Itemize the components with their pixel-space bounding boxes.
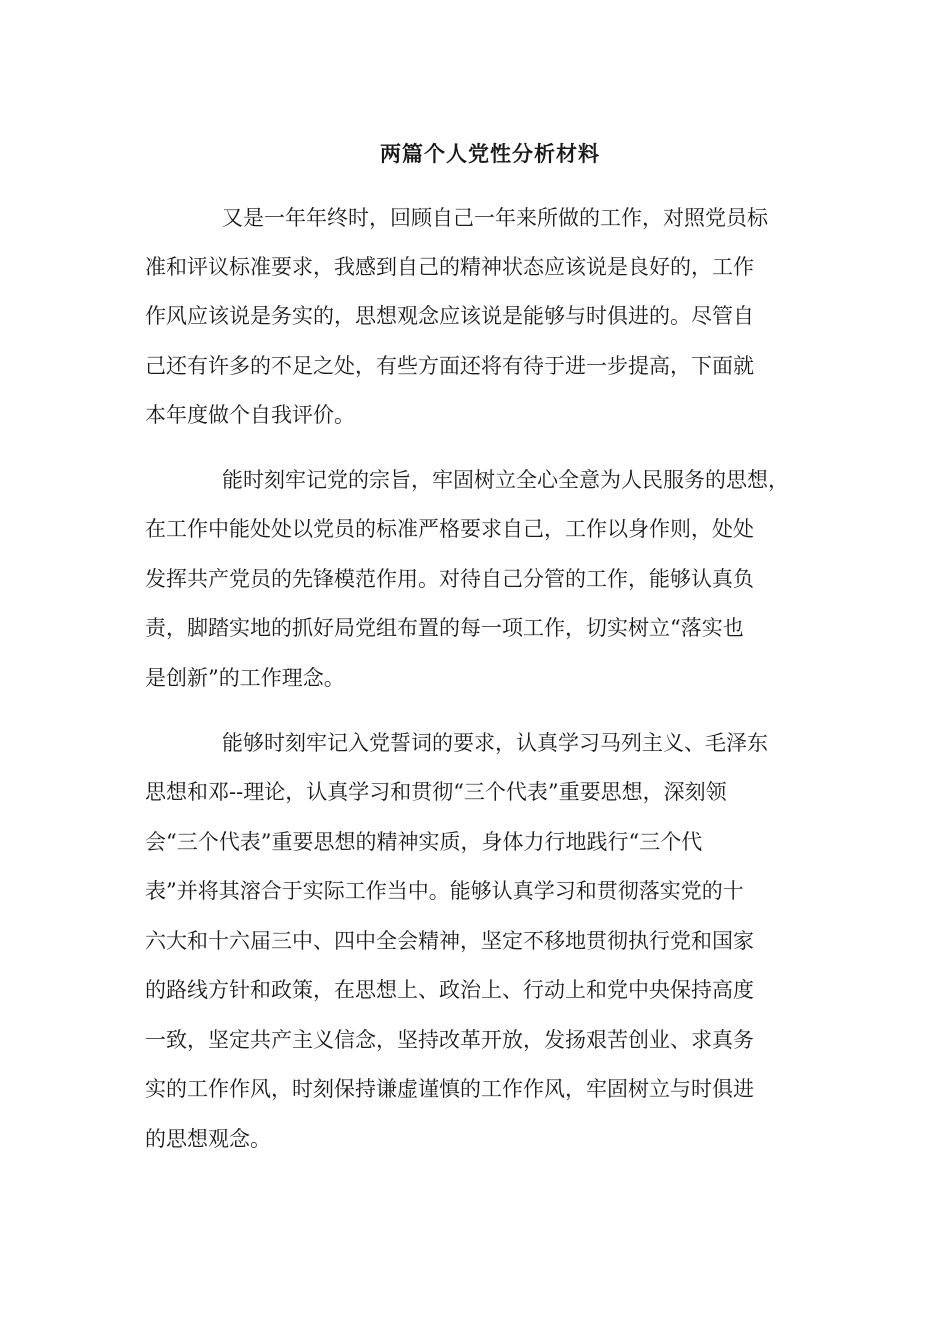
- paragraph-line: 能够时刻牢记入党誓词的要求，认真学习马列主义、毛泽东: [222, 731, 768, 755]
- paragraph-line: 的思想观念。: [145, 1127, 271, 1151]
- paragraph-line: 表”并将其溶合于实际工作当中。能够认真学习和贯彻落实党的十: [145, 879, 744, 903]
- paragraph-line: 能时刻牢记党的宗旨，牢固树立全心全意为人民服务的思想，: [222, 468, 789, 492]
- paragraph-line: 在工作中能处处以党员的标准严格要求自己，工作以身作则，处处: [145, 517, 754, 541]
- paragraph-line: 发挥共产党员的先锋模范作用。对待自己分管的工作，能够认真负: [145, 567, 754, 591]
- paragraph-line: 己还有许多的不足之处，有些方面还将有待于进一步提高，下面就: [145, 354, 754, 378]
- paragraph-line: 实的工作作风，时刻保持谦虚谨慎的工作作风，牢固树立与时俱进: [145, 1077, 754, 1101]
- paragraph-line: 会“三个代表”重要思想的精神实质，身体力行地践行“三个代: [145, 830, 703, 854]
- paragraph-line: 思想和邓--理论，认真学习和贯彻“三个代表”重要思想，深刻领: [145, 780, 727, 804]
- paragraph-line: 本年度做个自我评价。: [145, 403, 355, 427]
- paragraph-line: 一致，坚定共产主义信念，坚持改革开放，发扬艰苦创业、求真务: [145, 1028, 754, 1052]
- paragraph-line: 的路线方针和政策，在思想上、政治上、行动上和党中央保持高度: [145, 978, 754, 1002]
- paragraph-line: 责，脚踏实地的抓好局党组布置的每一项工作，切实树立“落实也: [145, 616, 744, 640]
- paragraph-line: 作风应该说是务实的，思想观念应该说是能够与时俱进的。尽管自: [145, 304, 754, 328]
- paragraph-line: 准和评议标准要求，我感到自己的精神状态应该说是良好的，工作: [145, 255, 754, 279]
- paragraph-line: 六大和十六届三中、四中全会精神，坚定不移地贯彻执行党和国家: [145, 929, 754, 953]
- paragraph-line: 又是一年年终时，回顾自己一年来所做的工作，对照党员标: [222, 206, 768, 230]
- paragraph-line: 是创新”的工作理念。: [145, 666, 345, 690]
- document-title: 两篇个人党性分析材料: [380, 141, 600, 166]
